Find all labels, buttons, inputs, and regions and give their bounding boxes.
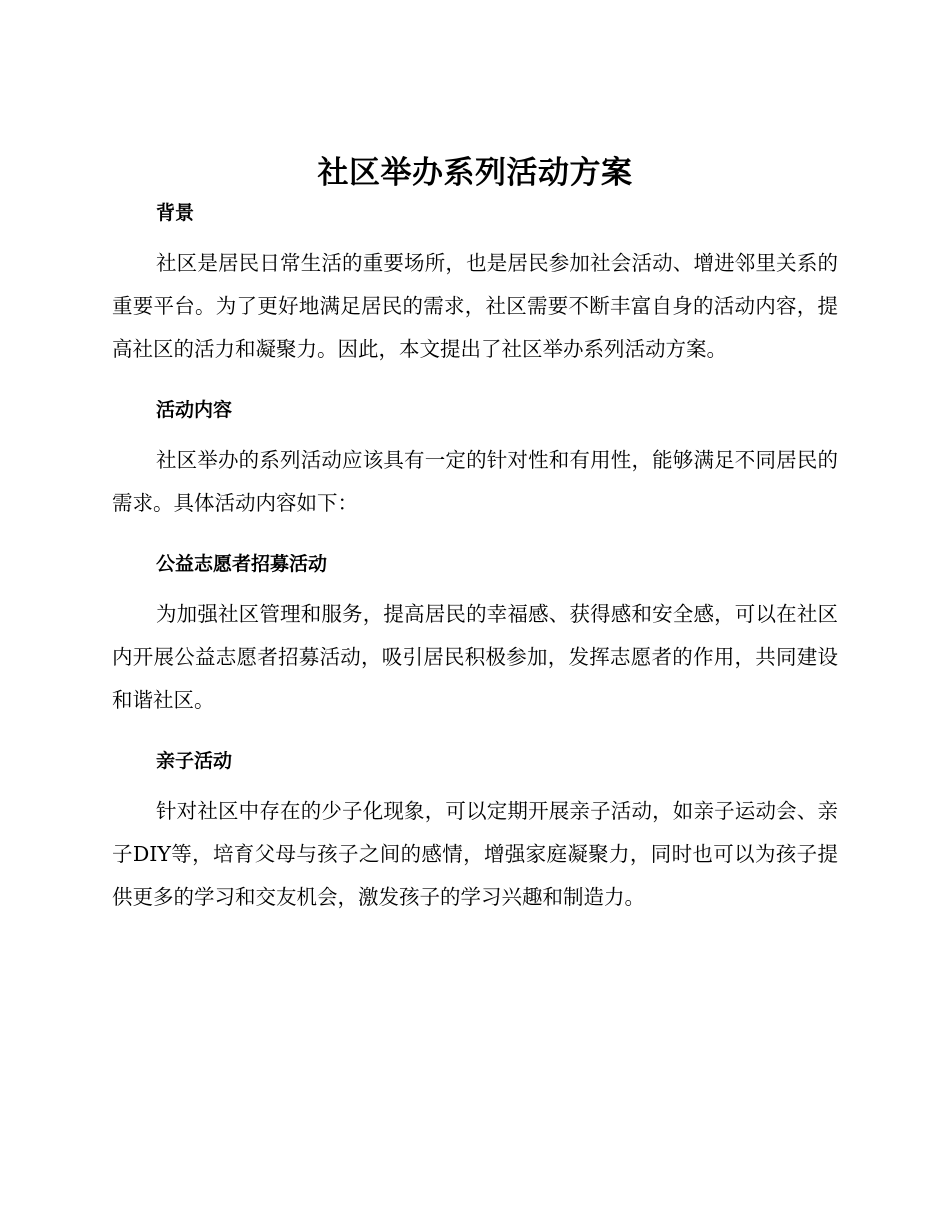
- document-body: [112, 150, 838, 919]
- paragraph-activity-content: 社区举办的系列活动应该具有一定的针对性和有用性，能够满足不同居民的需求。具体活动内容如下：: [112, 448, 838, 515]
- paragraph-parent-child: 针对社区中存在的少子化现象，可以定期开展亲子活动，如亲子运动会、亲子DIY等，培育父母与孩子之间的感情，增强家庭凝聚力，同时也可以为孩子提供更多的学习和交友机会，激发孩子的学习兴趣和制造力。: [112, 799, 838, 909]
- section-heading-activity-content: 活动内容: [156, 399, 233, 421]
- section-heading-parent-child: 亲子活动: [156, 750, 233, 772]
- section-heading-volunteer-recruitment: 公益志愿者招募活动: [156, 553, 328, 575]
- paragraph-background: 社区是居民日常生活的重要场所，也是居民参加社会活动、增进邻里关系的重要平台。为了更好地满足居民的需求，社区需要不断丰富自身的活动内容，提高社区的活力和凝聚力。因此，本文提出了社区举办系列活动方案。: [112, 251, 838, 361]
- section-heading-background: 背景: [156, 202, 195, 224]
- document-title: 社区举办系列活动方案: [317, 155, 633, 191]
- paragraph-volunteer-recruitment: 为加强社区管理和服务，提高居民的幸福感、获得感和安全感，可以在社区内开展公益志愿者招募活动，吸引居民积极参加，发挥志愿者的作用，共同建设和谐社区。: [112, 602, 838, 712]
